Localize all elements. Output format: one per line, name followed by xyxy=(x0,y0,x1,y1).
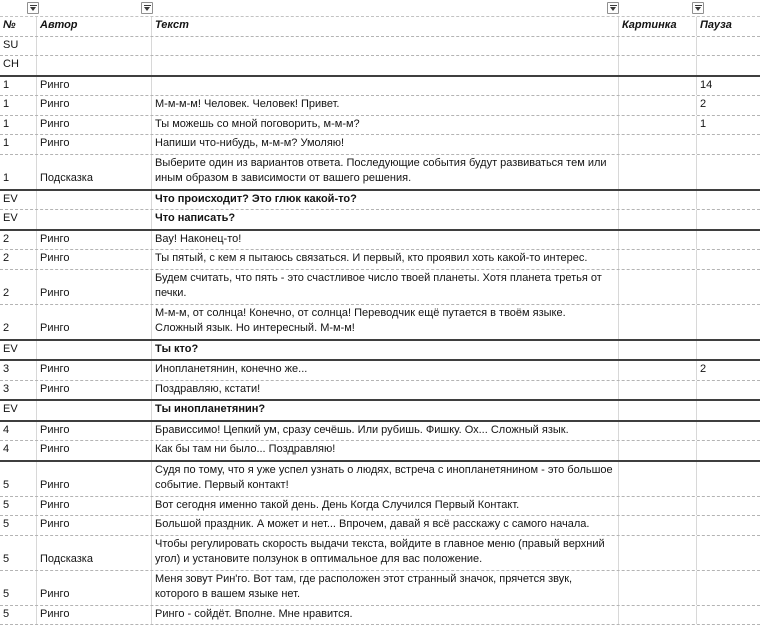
cell-value: 5 xyxy=(3,607,10,620)
table-row xyxy=(0,96,760,116)
cell-value: Брависсимо! Цепкий ум, сразу сечёшь. Или рубишь. Фишку. Ох... Сложный язык. xyxy=(155,423,569,436)
cell-num[interactable] xyxy=(0,441,37,460)
cell-value: CH xyxy=(3,58,19,70)
cell-pause[interactable] xyxy=(697,270,760,304)
cell-image[interactable] xyxy=(619,270,697,304)
table-row xyxy=(0,381,760,402)
cell-text[interactable] xyxy=(152,462,619,496)
cell-value: 3 xyxy=(3,382,10,395)
cell-text[interactable] xyxy=(152,270,619,304)
filter-row xyxy=(0,0,760,17)
cell-num[interactable] xyxy=(0,401,37,420)
cell-value: Большой праздник. А может и нет... Впрочем, давай я всё расскажу с самого начала. xyxy=(155,518,590,530)
cell-num[interactable] xyxy=(0,536,37,570)
cell-text[interactable] xyxy=(152,441,619,460)
cell-value: Подсказка xyxy=(40,553,93,565)
cell-value: Ринго xyxy=(40,117,70,130)
cell-value: 1 xyxy=(3,117,10,130)
cell-author[interactable] xyxy=(37,381,152,400)
cell-value: Ринго xyxy=(40,252,70,264)
table-row xyxy=(0,270,760,305)
header-cell-pause[interactable] xyxy=(697,17,760,36)
cell-value: 2 xyxy=(3,287,10,299)
cell-text[interactable] xyxy=(152,571,619,605)
cell-num[interactable] xyxy=(0,497,37,516)
table-row xyxy=(0,361,760,381)
cell-text[interactable] xyxy=(152,305,619,339)
cell-author[interactable] xyxy=(37,606,152,625)
column-header-label: Картинка xyxy=(622,19,677,31)
table-row xyxy=(0,401,760,422)
chevron-down-icon xyxy=(695,5,702,6)
cell-pause[interactable] xyxy=(697,571,760,605)
cell-value: 5 xyxy=(3,518,10,530)
cell-text[interactable] xyxy=(152,536,619,570)
cell-num[interactable] xyxy=(0,77,37,96)
cell-text[interactable] xyxy=(152,135,619,154)
filter-dropdown-button-num[interactable] xyxy=(27,2,39,14)
cell-value: Ринго xyxy=(40,322,70,334)
column-header-label: Пауза xyxy=(700,19,732,31)
column-header-label: Текст xyxy=(155,19,189,31)
cell-image[interactable] xyxy=(619,250,697,269)
cell-value: 2 xyxy=(700,363,707,375)
table-row xyxy=(0,422,760,442)
cell-num[interactable] xyxy=(0,462,37,496)
cell-value: 2 xyxy=(700,98,707,110)
cell-value: Что написать? xyxy=(155,212,236,224)
cell-num[interactable] xyxy=(0,270,37,304)
cell-value: Ринго xyxy=(40,78,70,91)
cell-author[interactable] xyxy=(37,155,152,189)
header-cell-author[interactable] xyxy=(37,17,152,36)
cell-value: Что происходит? Это глюк какой-то? xyxy=(155,192,357,205)
cell-author[interactable] xyxy=(37,571,152,605)
cell-value: Ринго xyxy=(40,607,70,620)
cell-num[interactable] xyxy=(0,210,37,229)
cell-value: Ты инопланетянин? xyxy=(155,403,266,415)
cell-pause[interactable] xyxy=(697,462,760,496)
cell-value: Выберите один из вариантов ответа. Последующие события будут развиваться тем или иным образом в зависимости от вашего решения. xyxy=(155,156,607,184)
cell-value: Ринго xyxy=(40,287,70,299)
table-row xyxy=(0,462,760,497)
cell-author[interactable] xyxy=(37,135,152,154)
cell-pause[interactable] xyxy=(697,516,760,535)
table-row xyxy=(0,135,760,155)
cell-image[interactable] xyxy=(619,37,697,56)
cell-image[interactable] xyxy=(619,231,697,250)
cell-pause[interactable] xyxy=(697,606,760,625)
cell-num[interactable] xyxy=(0,56,37,75)
cell-value: Судя по тому, что я уже успел узнать о людях, встреча с инопланетянином - это большое событие. Первый контакт! xyxy=(155,463,613,491)
cell-pause[interactable] xyxy=(697,536,760,570)
cell-text[interactable] xyxy=(152,361,619,380)
table-row xyxy=(0,497,760,517)
table-row xyxy=(0,116,760,136)
filter-dropdown-button-author[interactable] xyxy=(141,2,153,14)
cell-pause[interactable] xyxy=(697,381,760,400)
table-row xyxy=(0,250,760,270)
table-row xyxy=(0,191,760,211)
cell-value: Вау! Наконец-то! xyxy=(155,232,242,245)
cell-pause[interactable] xyxy=(697,116,760,135)
cell-num[interactable] xyxy=(0,96,37,115)
cell-text[interactable] xyxy=(152,231,619,250)
cell-pause[interactable] xyxy=(697,135,760,154)
cell-num[interactable] xyxy=(0,341,37,360)
cell-value: 5 xyxy=(3,498,10,511)
cell-num[interactable] xyxy=(0,381,37,400)
cell-text[interactable] xyxy=(152,77,619,96)
cell-value: 5 xyxy=(3,479,10,491)
table-row xyxy=(0,56,760,77)
cell-pause[interactable] xyxy=(697,210,760,229)
column-header-label: № xyxy=(3,19,16,31)
cell-value: Ринго xyxy=(40,423,70,436)
table-row xyxy=(0,571,760,606)
cell-author[interactable] xyxy=(37,116,152,135)
cell-text[interactable] xyxy=(152,250,619,269)
cell-text[interactable] xyxy=(152,96,619,115)
cell-value: 3 xyxy=(3,363,10,375)
cell-author[interactable] xyxy=(37,441,152,460)
cell-pause[interactable] xyxy=(697,441,760,460)
cell-author[interactable] xyxy=(37,536,152,570)
cell-value: SU xyxy=(3,38,19,51)
cell-num[interactable] xyxy=(0,606,37,625)
cell-value: 4 xyxy=(3,443,10,455)
cell-value: EV xyxy=(3,403,18,415)
table-row xyxy=(0,231,760,251)
table-row xyxy=(0,37,760,57)
cell-num[interactable] xyxy=(0,37,37,56)
cell-text[interactable] xyxy=(152,191,619,210)
cell-image[interactable] xyxy=(619,516,697,535)
cell-value: 1 xyxy=(3,172,10,184)
chevron-down-icon xyxy=(610,7,616,11)
cell-num[interactable] xyxy=(0,305,37,339)
cell-value: Меня зовут Рин'го. Вот там, где расположен этот странный значок, прячется звук, которого в вашем языке нет. xyxy=(155,572,573,600)
cell-num[interactable] xyxy=(0,155,37,189)
cell-value: Чтобы регулировать скорость выдачи текста, войдите в главное меню (правый верхний угол) и установите ползунок в оптимальное для вас положение. xyxy=(155,537,605,565)
cell-value: Вот сегодня именно такой день. День Когда Случился Первый Контакт. xyxy=(155,498,520,511)
rows-container xyxy=(0,37,760,626)
cell-value: Напиши что-нибудь, м-м-м? Умоляю! xyxy=(155,137,345,149)
chevron-down-icon xyxy=(30,5,37,6)
cell-value: М-м-м, от солнца! Конечно, от солнца! Переводчик ещё путается в твоём языке. Сложный язык. Но интересный. М-м-м! xyxy=(155,306,566,334)
header-cell-image[interactable] xyxy=(619,17,697,36)
cell-image[interactable] xyxy=(619,341,697,360)
cell-value: 2 xyxy=(3,322,10,334)
cell-pause[interactable] xyxy=(697,77,760,96)
cell-num[interactable] xyxy=(0,361,37,380)
cell-value: Ты кто? xyxy=(155,342,199,355)
cell-num[interactable] xyxy=(0,135,37,154)
cell-value: Поздравляю, кстати! xyxy=(155,382,261,395)
cell-pause[interactable] xyxy=(697,422,760,441)
cell-value: Подсказка xyxy=(40,172,93,184)
cell-author[interactable] xyxy=(37,37,152,56)
cell-author[interactable] xyxy=(37,361,152,380)
cell-pause[interactable] xyxy=(697,191,760,210)
cell-text[interactable] xyxy=(152,37,619,56)
cell-author[interactable] xyxy=(37,270,152,304)
cell-pause[interactable] xyxy=(697,305,760,339)
column-header-label: Автор xyxy=(40,19,78,31)
cell-pause[interactable] xyxy=(697,361,760,380)
cell-image[interactable] xyxy=(619,191,697,210)
cell-image[interactable] xyxy=(619,381,697,400)
table-row xyxy=(0,77,760,97)
table-row xyxy=(0,341,760,362)
cell-text[interactable] xyxy=(152,606,619,625)
table-row xyxy=(0,606,760,626)
table-row xyxy=(0,305,760,341)
cell-value: Ринго xyxy=(40,232,70,245)
cell-value: Будем считать, что пять - это счастливое число твоей планеты. Хотя планета третья от печки. xyxy=(155,271,602,299)
cell-image[interactable] xyxy=(619,305,697,339)
cell-pause[interactable] xyxy=(697,341,760,360)
cell-image[interactable] xyxy=(619,96,697,115)
cell-value: 1 xyxy=(3,98,10,110)
cell-text[interactable] xyxy=(152,516,619,535)
cell-author[interactable] xyxy=(37,96,152,115)
table-row xyxy=(0,210,760,231)
cell-image[interactable] xyxy=(619,422,697,441)
cell-pause[interactable] xyxy=(697,96,760,115)
cell-value: Как бы там ни было... Поздравляю! xyxy=(155,443,336,455)
cell-value: Ринго xyxy=(40,382,70,395)
cell-text[interactable] xyxy=(152,497,619,516)
cell-text[interactable] xyxy=(152,401,619,420)
cell-pause[interactable] xyxy=(697,155,760,189)
cell-image[interactable] xyxy=(619,210,697,229)
cell-pause[interactable] xyxy=(697,56,760,75)
cell-pause[interactable] xyxy=(697,250,760,269)
table-row xyxy=(0,536,760,571)
cell-value: Ринго xyxy=(40,98,70,110)
cell-value: EV xyxy=(3,192,18,205)
cell-value: М-м-м-м! Человек. Человек! Привет. xyxy=(155,98,340,110)
cell-value: 2 xyxy=(3,252,10,264)
chevron-down-icon xyxy=(144,5,151,6)
cell-value: Ринго xyxy=(40,479,70,491)
cell-value: Ринго - сойдёт. Вполне. Мне нравится. xyxy=(155,607,353,620)
cell-pause[interactable] xyxy=(697,401,760,420)
cell-image[interactable] xyxy=(619,56,697,75)
cell-value: 2 xyxy=(3,232,10,245)
cell-num[interactable] xyxy=(0,191,37,210)
table-row xyxy=(0,441,760,462)
cell-author[interactable] xyxy=(37,401,152,420)
cell-value: Инопланетянин, конечно же... xyxy=(155,363,308,375)
cell-num[interactable] xyxy=(0,250,37,269)
table-row xyxy=(0,516,760,536)
cell-image[interactable] xyxy=(619,441,697,460)
cell-num[interactable] xyxy=(0,116,37,135)
cell-author[interactable] xyxy=(37,341,152,360)
cell-author[interactable] xyxy=(37,77,152,96)
cell-value: Ринго xyxy=(40,363,70,375)
cell-value: Ты пятый, с кем я пытаюсь связаться. И первый, кто проявил хоть какой-то интерес. xyxy=(155,252,588,264)
filter-dropdown-button-image[interactable] xyxy=(692,2,704,14)
cell-value: Ринго xyxy=(40,588,70,600)
cell-pause[interactable] xyxy=(697,497,760,516)
cell-image[interactable] xyxy=(619,606,697,625)
cell-num[interactable] xyxy=(0,516,37,535)
cell-text[interactable] xyxy=(152,56,619,75)
cell-value: Ринго xyxy=(40,443,70,455)
cell-author[interactable] xyxy=(37,250,152,269)
filter-dropdown-button-text[interactable] xyxy=(607,2,619,14)
cell-num[interactable] xyxy=(0,571,37,605)
cell-value: Ринго xyxy=(40,518,70,530)
cell-author[interactable] xyxy=(37,497,152,516)
cell-value: 1 xyxy=(3,137,10,149)
cell-value: 4 xyxy=(3,423,10,436)
cell-author[interactable] xyxy=(37,422,152,441)
cell-value: 5 xyxy=(3,588,10,600)
chevron-down-icon xyxy=(610,5,617,6)
cell-value: 5 xyxy=(3,553,10,565)
cell-text[interactable] xyxy=(152,341,619,360)
cell-image[interactable] xyxy=(619,536,697,570)
cell-image[interactable] xyxy=(619,571,697,605)
cell-value: Ты можешь со мной поговорить, м-м-м? xyxy=(155,117,360,130)
cell-author[interactable] xyxy=(37,210,152,229)
cell-author[interactable] xyxy=(37,462,152,496)
header-cell-num[interactable] xyxy=(0,17,37,36)
cell-image[interactable] xyxy=(619,116,697,135)
cell-image[interactable] xyxy=(619,77,697,96)
chevron-down-icon xyxy=(144,7,150,11)
chevron-down-icon xyxy=(30,7,36,11)
header-cell-text[interactable] xyxy=(152,17,619,36)
cell-author[interactable] xyxy=(37,191,152,210)
cell-image[interactable] xyxy=(619,135,697,154)
cell-value: EV xyxy=(3,212,18,224)
cell-text[interactable] xyxy=(152,422,619,441)
cell-text[interactable] xyxy=(152,210,619,229)
cell-image[interactable] xyxy=(619,401,697,420)
cell-pause[interactable] xyxy=(697,231,760,250)
cell-text[interactable] xyxy=(152,381,619,400)
cell-value: Ринго xyxy=(40,137,70,149)
table-row xyxy=(0,155,760,191)
cell-value: 1 xyxy=(700,117,707,130)
cell-author[interactable] xyxy=(37,305,152,339)
chevron-down-icon xyxy=(695,7,701,11)
cell-value: 14 xyxy=(700,78,713,91)
cell-author[interactable] xyxy=(37,56,152,75)
cell-image[interactable] xyxy=(619,155,697,189)
header-row xyxy=(0,17,760,37)
cell-num[interactable] xyxy=(0,231,37,250)
cell-author[interactable] xyxy=(37,516,152,535)
cell-image[interactable] xyxy=(619,497,697,516)
cell-image[interactable] xyxy=(619,462,697,496)
cell-value: EV xyxy=(3,342,18,355)
cell-value: Ринго xyxy=(40,498,70,511)
cell-num[interactable] xyxy=(0,422,37,441)
cell-text[interactable] xyxy=(152,155,619,189)
cell-image[interactable] xyxy=(619,361,697,380)
cell-value: 1 xyxy=(3,78,10,91)
cell-author[interactable] xyxy=(37,231,152,250)
cell-pause[interactable] xyxy=(697,37,760,56)
cell-text[interactable] xyxy=(152,116,619,135)
